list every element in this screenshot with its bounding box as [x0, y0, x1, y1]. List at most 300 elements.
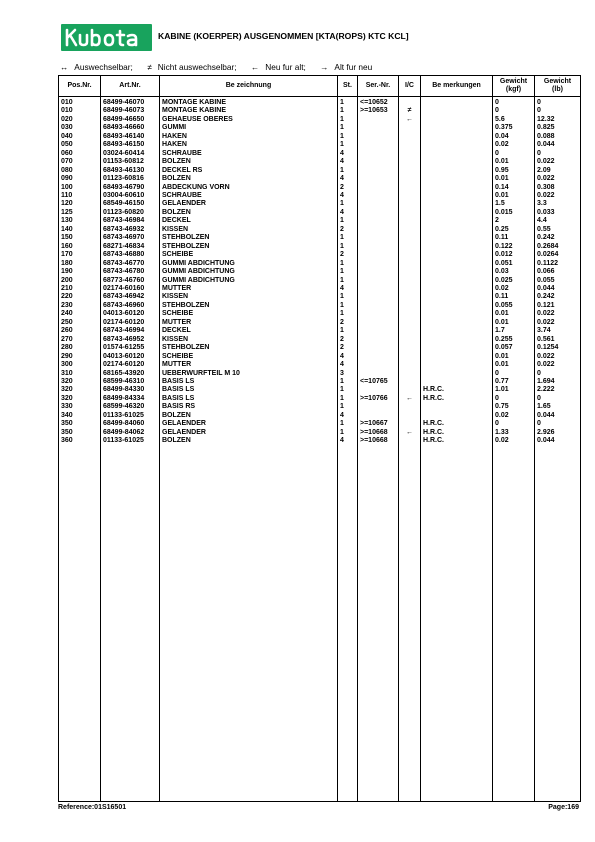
cell-art-nr: 04013-60120	[101, 353, 160, 361]
cell-pos: 350	[59, 429, 101, 437]
cell-description: SCHRAUBE	[160, 192, 338, 200]
cell-quantity: 1	[338, 327, 358, 335]
cell-serial	[358, 158, 399, 166]
cell-interchange	[399, 378, 421, 386]
cell-weight-lb: 3.3	[535, 200, 581, 208]
cell-weight-lb: 0.055	[535, 277, 581, 285]
cell-description: GELAENDER	[160, 420, 338, 428]
cell-weight-lb: 0	[535, 107, 581, 115]
cell-remarks	[421, 116, 493, 124]
col-header-name: Be zeichnung	[160, 76, 338, 97]
cell-pos: 020	[59, 116, 101, 124]
page-title: KABINE (KOERPER) AUSGENOMMEN [KTA(ROPS) KTC KCL]	[158, 31, 409, 41]
table-row	[59, 133, 581, 141]
cell-description: GUMMI	[160, 124, 338, 132]
cell-interchange	[399, 319, 421, 327]
cell-quantity: 1	[338, 116, 358, 124]
cell-art-nr: 68743-46770	[101, 260, 160, 268]
cell-description: BASIS LS	[160, 386, 338, 394]
cell-art-nr: 04013-60120	[101, 310, 160, 318]
cell-description: BASIS LS	[160, 395, 338, 403]
cell-quantity: 2	[338, 184, 358, 192]
cell-art-nr: 68493-46150	[101, 141, 160, 149]
cell-art-nr: 02174-60120	[101, 319, 160, 327]
cell-serial: <=10652	[358, 97, 399, 108]
cell-quantity: 1	[338, 141, 358, 149]
cell-pos: 170	[59, 251, 101, 259]
cell-interchange	[399, 141, 421, 149]
cell-weight-lb: 0.066	[535, 268, 581, 276]
cell-quantity: 4	[338, 150, 358, 158]
cell-serial	[358, 200, 399, 208]
cell-quantity: 1	[338, 97, 358, 108]
cell-description: STEHBOLZEN	[160, 344, 338, 352]
cell-pos: 260	[59, 327, 101, 335]
col-header-weight-kgf-label: Gewicht	[499, 77, 528, 85]
cell-weight-lb: 0.033	[535, 209, 581, 217]
cell-quantity: 2	[338, 319, 358, 327]
cell-quantity: 1	[338, 260, 358, 268]
cell-weight-kgf: 0.01	[493, 175, 535, 183]
legend-item-not-interchangeable	[147, 62, 242, 72]
cell-weight-lb: 0.121	[535, 302, 581, 310]
cell-art-nr: 03004-60610	[101, 192, 160, 200]
col-header-remarks: Be merkungen	[421, 76, 493, 97]
cell-remarks: H.R.C.	[421, 429, 493, 437]
cell-weight-lb: 0	[535, 395, 581, 403]
cell-art-nr: 68549-46150	[101, 200, 160, 208]
table-row	[59, 243, 581, 251]
cell-interchange	[399, 285, 421, 293]
table-row	[59, 234, 581, 242]
cell-interchange	[399, 386, 421, 394]
table-row	[59, 327, 581, 335]
cell-pos: 070	[59, 158, 101, 166]
cell-weight-kgf: 2	[493, 217, 535, 225]
cell-pos: 310	[59, 370, 101, 378]
cell-remarks	[421, 251, 493, 259]
cell-interchange	[399, 124, 421, 132]
cell-description: GEHAEUSE OBERES	[160, 116, 338, 124]
cell-remarks	[421, 158, 493, 166]
cell-pos: 220	[59, 293, 101, 301]
cell-description: KISSEN	[160, 336, 338, 344]
table-row	[59, 277, 581, 285]
cell-serial	[358, 141, 399, 149]
table-row	[59, 268, 581, 276]
cell-interchange: ←	[399, 116, 421, 124]
cell-art-nr: 01133-61025	[101, 412, 160, 420]
cell-quantity: 4	[338, 285, 358, 293]
cell-quantity: 1	[338, 429, 358, 437]
cell-weight-lb: 0.308	[535, 184, 581, 192]
table-row	[59, 378, 581, 386]
cell-remarks	[421, 302, 493, 310]
cell-serial	[358, 260, 399, 268]
cell-interchange	[399, 184, 421, 192]
cell-weight-kgf: 0.14	[493, 184, 535, 192]
cell-weight-kgf: 0.015	[493, 209, 535, 217]
filler-cell	[421, 446, 493, 802]
cell-remarks	[421, 167, 493, 175]
cell-description: SCHEIBE	[160, 353, 338, 361]
cell-weight-kgf: 0.025	[493, 277, 535, 285]
cell-remarks	[421, 327, 493, 335]
cell-serial	[358, 116, 399, 124]
table-row	[59, 310, 581, 318]
cell-pos: 270	[59, 336, 101, 344]
cell-weight-lb: 0.044	[535, 141, 581, 149]
cell-quantity: 4	[338, 209, 358, 217]
cell-art-nr: 68499-84062	[101, 429, 160, 437]
cell-pos: 040	[59, 133, 101, 141]
cell-remarks: H.R.C.	[421, 420, 493, 428]
cell-quantity: 1	[338, 395, 358, 403]
col-header-ser: Ser.-Nr.	[358, 76, 399, 97]
cell-description: BASIS RS	[160, 403, 338, 411]
cell-serial: >=10667	[358, 420, 399, 428]
cell-weight-lb: 4.4	[535, 217, 581, 225]
cell-quantity: 1	[338, 200, 358, 208]
cell-pos: 320	[59, 395, 101, 403]
parts-table	[58, 75, 581, 802]
cell-pos: 125	[59, 209, 101, 217]
cell-interchange	[399, 234, 421, 242]
cell-serial	[358, 184, 399, 192]
table-row	[59, 175, 581, 183]
cell-weight-lb: 2.09	[535, 167, 581, 175]
table-row	[59, 437, 581, 445]
table-row	[59, 353, 581, 361]
cell-interchange	[399, 293, 421, 301]
cell-remarks	[421, 319, 493, 327]
kubota-logo	[61, 24, 152, 51]
cell-weight-kgf: 5.6	[493, 116, 535, 124]
cell-serial	[358, 386, 399, 394]
cell-quantity: 2	[338, 344, 358, 352]
cell-interchange	[399, 336, 421, 344]
cell-art-nr: 68599-46320	[101, 403, 160, 411]
cell-pos: 080	[59, 167, 101, 175]
cell-art-nr: 01123-60820	[101, 209, 160, 217]
cell-interchange: ←	[399, 395, 421, 403]
cell-quantity: 4	[338, 158, 358, 166]
cell-pos: 050	[59, 141, 101, 149]
cell-art-nr: 68493-46660	[101, 124, 160, 132]
cell-weight-lb: 0.0264	[535, 251, 581, 259]
table-row	[59, 293, 581, 301]
cell-art-nr: 68493-46790	[101, 184, 160, 192]
cell-weight-lb: 3.74	[535, 327, 581, 335]
legend-symbol: ←	[250, 62, 260, 72]
cell-art-nr: 68743-46780	[101, 268, 160, 276]
table-row	[59, 361, 581, 369]
cell-weight-kgf: 0.01	[493, 361, 535, 369]
cell-art-nr: 68743-46942	[101, 293, 160, 301]
cell-art-nr: 68743-46932	[101, 226, 160, 234]
cell-weight-kgf: 0.051	[493, 260, 535, 268]
cell-description: STEHBOLZEN	[160, 302, 338, 310]
col-header-st: St.	[338, 76, 358, 97]
cell-remarks: H.R.C.	[421, 437, 493, 445]
cell-description: MONTAGE KABINE	[160, 97, 338, 108]
cell-pos: 180	[59, 260, 101, 268]
cell-weight-kgf: 0.01	[493, 319, 535, 327]
cell-weight-lb: 2.926	[535, 429, 581, 437]
cell-weight-lb: 0.044	[535, 412, 581, 420]
cell-interchange	[399, 370, 421, 378]
cell-remarks: H.R.C.	[421, 386, 493, 394]
cell-weight-lb: 0.022	[535, 175, 581, 183]
cell-serial: >=10653	[358, 107, 399, 115]
parts-table-header	[59, 76, 581, 97]
cell-pos: 060	[59, 150, 101, 158]
interchangeability-legend	[60, 62, 384, 72]
cell-art-nr: 68493-46130	[101, 167, 160, 175]
cell-weight-kgf: 0.04	[493, 133, 535, 141]
cell-pos: 200	[59, 277, 101, 285]
cell-weight-lb: 0.242	[535, 234, 581, 242]
cell-serial: >=10766	[358, 395, 399, 403]
cell-pos: 190	[59, 268, 101, 276]
cell-quantity: 1	[338, 293, 358, 301]
cell-weight-kgf: 0.122	[493, 243, 535, 251]
cell-quantity: 4	[338, 192, 358, 200]
cell-pos: 280	[59, 344, 101, 352]
cell-art-nr: 01153-60812	[101, 158, 160, 166]
cell-remarks	[421, 268, 493, 276]
cell-weight-lb: 0.044	[535, 437, 581, 445]
cell-remarks	[421, 344, 493, 352]
table-row	[59, 124, 581, 132]
col-header-weight-lb	[535, 76, 581, 97]
cell-remarks	[421, 124, 493, 132]
cell-art-nr: 68743-46960	[101, 302, 160, 310]
legend-text: Alt fur neu	[334, 62, 373, 72]
cell-serial	[358, 243, 399, 251]
cell-interchange	[399, 243, 421, 251]
col-header-art: Art.Nr.	[101, 76, 160, 97]
cell-art-nr: 68499-84060	[101, 420, 160, 428]
cell-weight-kgf: 0	[493, 420, 535, 428]
table-row	[59, 209, 581, 217]
parts-table-body	[59, 97, 581, 802]
cell-quantity: 1	[338, 133, 358, 141]
cell-remarks	[421, 310, 493, 318]
cell-pos: 320	[59, 386, 101, 394]
cell-description: BOLZEN	[160, 209, 338, 217]
cell-description: ABDECKUNG VORN	[160, 184, 338, 192]
cell-interchange	[399, 226, 421, 234]
cell-serial	[358, 209, 399, 217]
cell-pos: 100	[59, 184, 101, 192]
cell-quantity: 4	[338, 412, 358, 420]
cell-remarks	[421, 353, 493, 361]
cell-serial	[358, 310, 399, 318]
cell-weight-lb: 0.022	[535, 319, 581, 327]
legend-item-new-for-old	[251, 62, 312, 72]
cell-remarks	[421, 141, 493, 149]
cell-interchange	[399, 97, 421, 108]
cell-serial: <=10765	[358, 378, 399, 386]
cell-art-nr: 68499-84330	[101, 386, 160, 394]
legend-symbol: ≠	[147, 62, 152, 72]
table-row	[59, 386, 581, 394]
cell-pos: 300	[59, 361, 101, 369]
table-row	[59, 107, 581, 115]
table-row	[59, 116, 581, 124]
cell-pos: 350	[59, 420, 101, 428]
cell-serial	[358, 370, 399, 378]
cell-description: STEHBOLZEN	[160, 234, 338, 242]
cell-art-nr: 01133-61025	[101, 437, 160, 445]
cell-weight-kgf: 0.02	[493, 141, 535, 149]
filler-cell	[59, 446, 101, 802]
cell-description: DECKEL	[160, 217, 338, 225]
cell-remarks	[421, 133, 493, 141]
cell-weight-lb: 0	[535, 150, 581, 158]
cell-pos: 340	[59, 412, 101, 420]
cell-description: HAKEN	[160, 133, 338, 141]
legend-text: Auswechselbar;	[74, 62, 133, 72]
cell-description: MONTAGE KABINE	[160, 107, 338, 115]
cell-description: MUTTER	[160, 319, 338, 327]
cell-serial	[358, 167, 399, 175]
cell-weight-lb: 0.55	[535, 226, 581, 234]
cell-remarks	[421, 107, 493, 115]
table-row	[59, 412, 581, 420]
cell-interchange	[399, 277, 421, 285]
cell-interchange	[399, 158, 421, 166]
cell-quantity: 3	[338, 370, 358, 378]
cell-weight-kgf: 0.25	[493, 226, 535, 234]
cell-weight-kgf: 0.01	[493, 158, 535, 166]
cell-weight-lb: 2.222	[535, 386, 581, 394]
cell-weight-kgf: 1.7	[493, 327, 535, 335]
legend-item-interchangeable	[60, 62, 139, 72]
cell-serial	[358, 285, 399, 293]
cell-remarks	[421, 412, 493, 420]
filler-cell	[338, 446, 358, 802]
cell-interchange	[399, 310, 421, 318]
cell-description: GUMMI ABDICHTUNG	[160, 277, 338, 285]
cell-art-nr: 02174-60160	[101, 285, 160, 293]
cell-description: HAKEN	[160, 141, 338, 149]
filler-cell	[101, 446, 160, 802]
cell-remarks	[421, 260, 493, 268]
cell-pos: 230	[59, 302, 101, 310]
cell-description: BOLZEN	[160, 412, 338, 420]
cell-weight-kgf: 0.01	[493, 192, 535, 200]
cell-weight-lb: 0.022	[535, 361, 581, 369]
cell-quantity: 2	[338, 251, 358, 259]
table-row	[59, 192, 581, 200]
cell-weight-kgf: 0.75	[493, 403, 535, 411]
cell-serial	[358, 327, 399, 335]
table-row	[59, 344, 581, 352]
cell-serial	[358, 124, 399, 132]
cell-pos: 360	[59, 437, 101, 445]
cell-serial	[358, 277, 399, 285]
cell-art-nr: 03024-60414	[101, 150, 160, 158]
cell-weight-kgf: 0.255	[493, 336, 535, 344]
cell-remarks	[421, 97, 493, 108]
cell-interchange	[399, 217, 421, 225]
cell-weight-kgf: 0.057	[493, 344, 535, 352]
cell-interchange: ≠	[399, 107, 421, 115]
cell-quantity: 1	[338, 403, 358, 411]
cell-weight-kgf: 0	[493, 97, 535, 108]
cell-serial	[358, 175, 399, 183]
cell-remarks	[421, 403, 493, 411]
cell-serial	[358, 251, 399, 259]
legend-text: Nicht auswechselbar;	[157, 62, 237, 72]
cell-weight-lb: 0.1122	[535, 260, 581, 268]
cell-pos: 210	[59, 285, 101, 293]
cell-weight-kgf: 0.02	[493, 437, 535, 445]
cell-interchange	[399, 412, 421, 420]
legend-symbol: →	[320, 62, 329, 72]
cell-art-nr: 68499-46073	[101, 107, 160, 115]
cell-weight-kgf: 0.012	[493, 251, 535, 259]
cell-weight-kgf: 0	[493, 107, 535, 115]
cell-description: MUTTER	[160, 361, 338, 369]
cell-serial	[358, 150, 399, 158]
cell-remarks	[421, 285, 493, 293]
cell-art-nr: 68499-46650	[101, 116, 160, 124]
cell-weight-kgf: 0	[493, 150, 535, 158]
cell-remarks	[421, 361, 493, 369]
cell-interchange	[399, 327, 421, 335]
table-row	[59, 158, 581, 166]
cell-description: GELAENDER	[160, 200, 338, 208]
cell-serial	[358, 319, 399, 327]
cell-pos: 130	[59, 217, 101, 225]
cell-remarks	[421, 243, 493, 251]
cell-pos: 120	[59, 200, 101, 208]
table-row	[59, 226, 581, 234]
cell-weight-kgf: 1.01	[493, 386, 535, 394]
cell-pos: 290	[59, 353, 101, 361]
legend-item-old-for-new	[320, 62, 378, 72]
cell-interchange	[399, 353, 421, 361]
cell-description: MUTTER	[160, 285, 338, 293]
cell-art-nr: 68743-46880	[101, 251, 160, 259]
cell-description: GUMMI ABDICHTUNG	[160, 268, 338, 276]
cell-remarks	[421, 293, 493, 301]
cell-remarks	[421, 234, 493, 242]
cell-weight-lb: 0.022	[535, 353, 581, 361]
cell-weight-lb: 0.1254	[535, 344, 581, 352]
cell-quantity: 1	[338, 217, 358, 225]
cell-serial	[358, 344, 399, 352]
cell-weight-kgf: 1.33	[493, 429, 535, 437]
table-row	[59, 150, 581, 158]
cell-pos: 150	[59, 234, 101, 242]
cell-remarks	[421, 184, 493, 192]
cell-description: DECKEL	[160, 327, 338, 335]
table-row	[59, 370, 581, 378]
cell-pos: 140	[59, 226, 101, 234]
cell-weight-kgf: 0.375	[493, 124, 535, 132]
cell-quantity: 4	[338, 361, 358, 369]
cell-pos: 320	[59, 378, 101, 386]
cell-weight-kgf: 0.01	[493, 310, 535, 318]
cell-remarks	[421, 226, 493, 234]
cell-remarks	[421, 175, 493, 183]
cell-weight-kgf: 0.055	[493, 302, 535, 310]
cell-quantity: 1	[338, 310, 358, 318]
